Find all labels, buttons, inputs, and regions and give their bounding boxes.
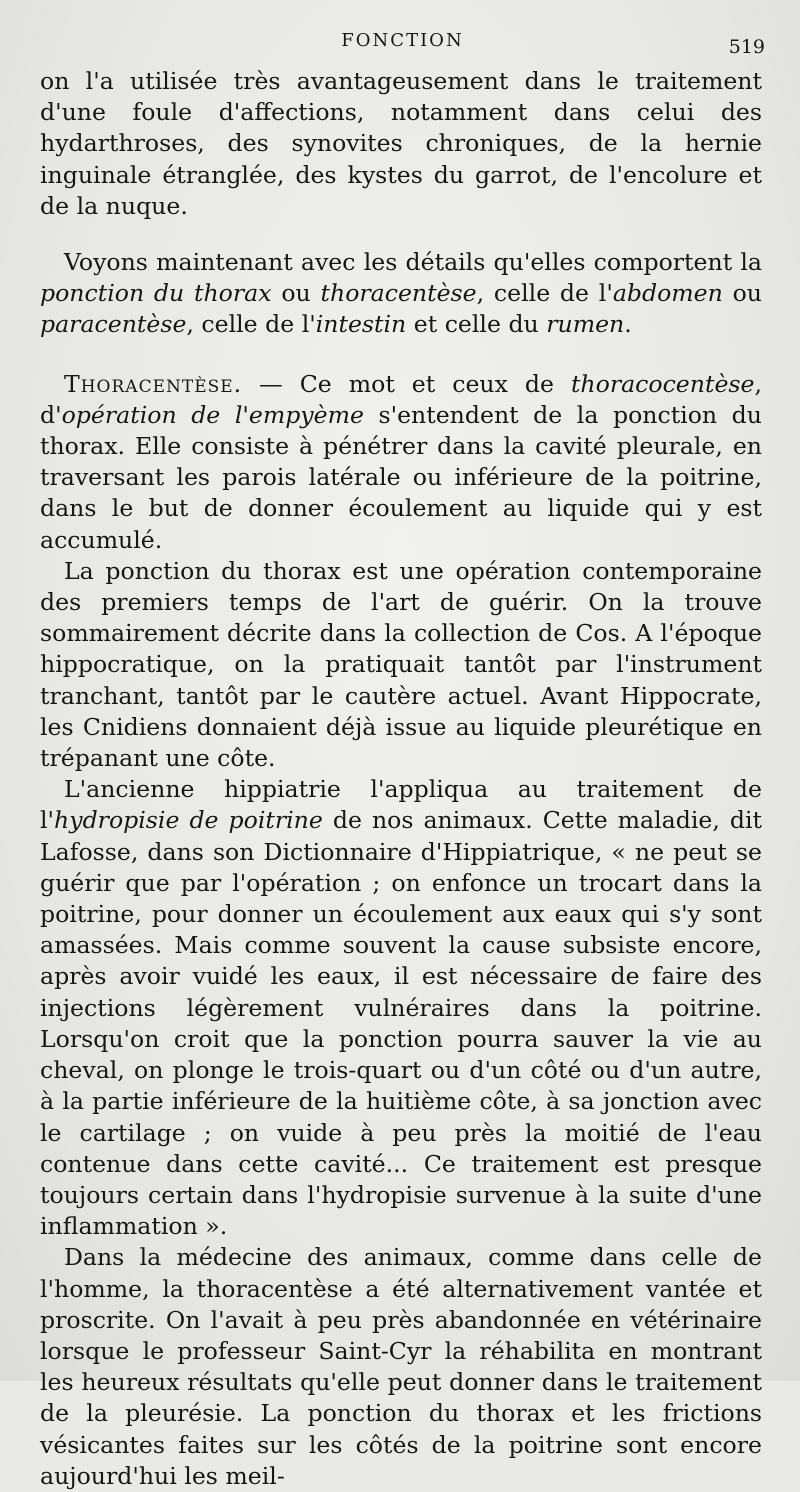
paragraph (40, 1242, 762, 1492)
italic-term: paracentèse (40, 310, 187, 339)
running-title: FONCTION (341, 30, 464, 51)
italic-term: ponction du thorax (40, 279, 272, 308)
paragraph (40, 556, 762, 774)
text-run: La ponction du thorax est une opération contemporaine des premiers temps de l'art de guérir. On la trouve sommairement décrite dans la collection de Cos. A l'époque hippocratique, on la pratiquait tantôt par l'instrument tranchant, tantôt par le cautère actuel. Avant Hippocrate, les Cnidiens donnaient déjà issue au liquide pleurétique en trépanant une côte. (40, 556, 762, 773)
paragraph (40, 774, 762, 1242)
text-run: et celle du (406, 310, 547, 339)
body-text (40, 66, 762, 1492)
text-run: , d' (40, 369, 762, 429)
page-number: 519 (728, 36, 765, 58)
italic-term: rumen (546, 310, 625, 339)
running-head (40, 30, 765, 60)
text-run: Dans la médecine des animaux, comme dans celle de l'homme, la thoracentèse a été alternativement vantée et proscrite. On l'avait à peu près abandonnée en vétérinaire lorsque le professeur Saint-Cyr la réhabilita en montrant les heureux résultats qu'elle peut donner dans le traitement de la pleurésie. La ponction du thorax et les frictions vésicantes faites sur les côtés de la poitrine sont encore aujourd'hui les meil- (40, 1243, 762, 1490)
text-run: — Ce mot et ceux de (242, 369, 571, 398)
text-run: de nos animaux. Cette maladie, dit Lafosse, dans son Dictionnaire d'Hippiatrique, « ne peut se guérir que par l'opération ; on enfonce un trocart dans la poitrine, pour donner un écoulement aux eaux qui s'y sont amassées. Mais comme souvent la cause subsiste encore, après avoir vuidé les eaux, il est nécessaire de faire des injections légèrement vulnéraires dans la poitrine. Lorsqu'on croit que la ponction pourra sauver la vie au cheval, on plonge le trois-quart ou d'un côté ou d'un autre, à la partie inférieure de la huitième côte, à sa jonction avec le cartilage ; on vuide à peu près la moitié de l'eau contenue dans cette cavité... Ce traitement est presque toujours certain dans l'hydropisie survenue à la suite d'une inflammation ». (40, 806, 762, 1241)
italic-term: intestin (315, 310, 407, 339)
text-run: L'ancienne hippiatrie l'appliqua au traitement de l' (40, 775, 762, 835)
italic-term: hydropisie de poitrine (54, 806, 323, 835)
paragraph (40, 369, 762, 556)
italic-term: thoracentèse (320, 279, 477, 308)
italic-term: opération de l'empyème (61, 400, 364, 429)
text-run: , celle de l' (476, 279, 613, 308)
text-run: , celle de l' (186, 310, 316, 339)
italic-term: abdomen (612, 279, 723, 308)
paragraph (40, 247, 762, 341)
section-heading: Thoracentèse. (64, 369, 243, 398)
text-run: ou (271, 279, 321, 308)
text-run: on l'a utilisée très avantageusement dans le traitement d'une foule d'affections, notamment dans celui des hydarthroses, des synovites chroniques, de la hernie inguinale étranglée, des kystes du garrot, de l'encolure et de la nuque. (40, 67, 762, 220)
paragraph (40, 66, 762, 222)
text-run: s'entendent de la ponction du thorax. Elle consiste à pénétrer dans la cavité pleurale, en traversant les parois latérale ou inférieure de la poitrine, dans le but de donner écoulement au liquide qui y est accumulé. (40, 400, 762, 554)
italic-term: thoracocentèse (570, 369, 755, 398)
text-run: . (624, 310, 632, 339)
text-run: Voyons maintenant avec les détails qu'elles comportent la (64, 248, 762, 277)
text-run: ou (722, 279, 763, 308)
